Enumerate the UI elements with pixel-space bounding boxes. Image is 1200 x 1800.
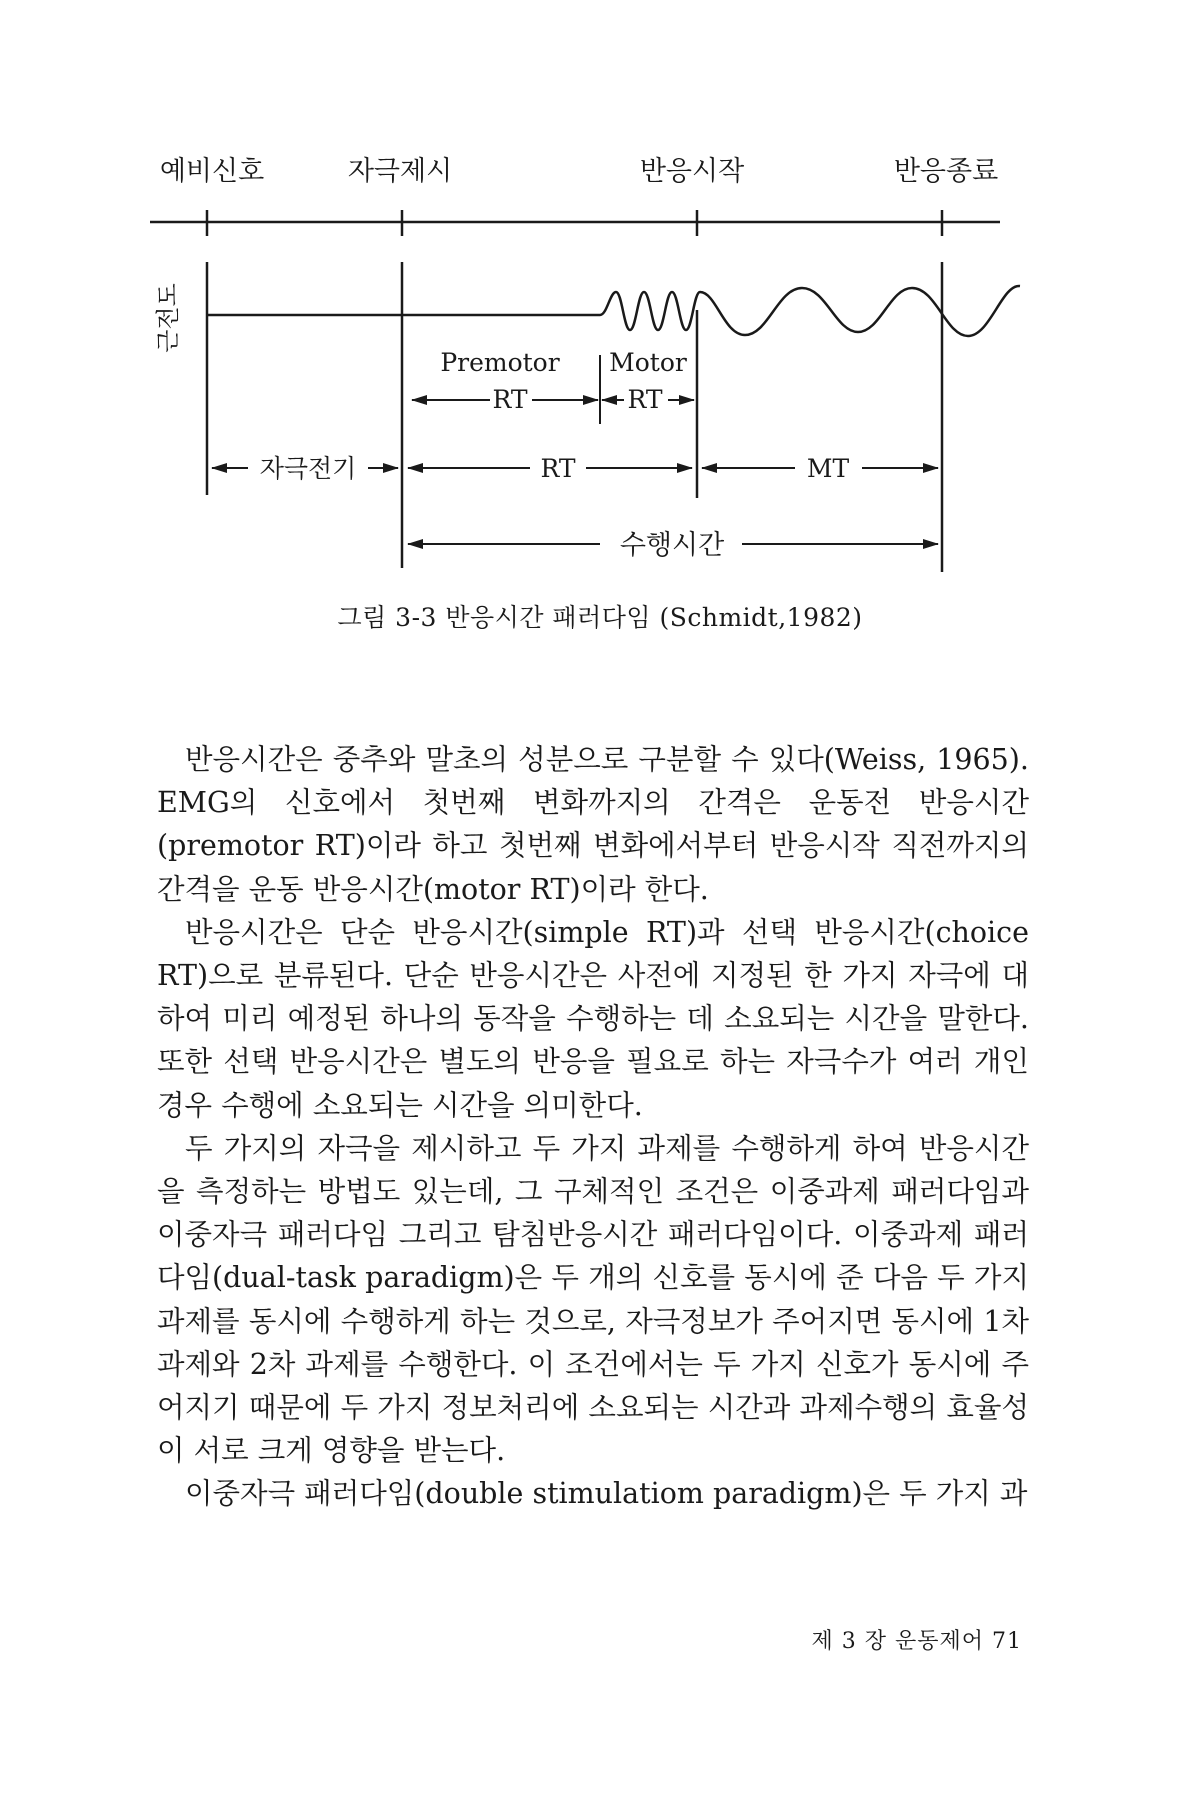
- paragraph: 반응시간은 단순 반응시간(simple RT)과 선택 반응시간(choice RT)으로 분류된다. 단순 반응시간은 사전에 지정된 한 가지 자극에 대하여 미리 예정된 하나의 동작을 수행하는 데 소요되는 시간을 말한다. 또한 선택 반응시간은 별도의 반응을 필요로 하는 자극수가 여러 개인 경우 수행에 소요되는 시간을 의미한다.: [157, 915, 1029, 1122]
- page-footer: 제 3 장 운동제어 71: [811, 1629, 1022, 1654]
- emg-trace: [207, 286, 1020, 336]
- label-premotor: Premotor: [440, 348, 560, 377]
- label-performance-time: 수행시간: [619, 530, 725, 561]
- label-mt: MT: [806, 454, 850, 483]
- label-response-end: 반응종료: [893, 156, 999, 187]
- label-motor-rt: RT: [627, 385, 663, 414]
- reaction-time-diagram: [0, 0, 1200, 640]
- label-motor: Motor: [609, 348, 687, 377]
- body-text: [157, 738, 1029, 1516]
- paragraph: 반응시간은 중추와 말초의 성분으로 구분할 수 있다(Weiss, 1965). EMG의 신호에서 첫번째 변화까지의 간격은 운동전 반응시간(premotor RT)이라 하고 첫번째 변화에서부터 반응시작 직전까지의 간격을 운동 반응시간(motor RT)이라 한다.: [157, 743, 1029, 906]
- label-premotor-rt: RT: [492, 385, 528, 414]
- emg-axis-label: 근전도: [154, 283, 182, 353]
- label-warning-signal: 예비신호: [159, 156, 265, 187]
- figure-caption: 그림 3-3 반응시간 패러다임 (Schmidt,1982): [337, 603, 863, 632]
- paragraph: 두 가지의 자극을 제시하고 두 가지 과제를 수행하게 하여 반응시간을 측정하는 방법도 있는데, 그 구체적인 조건은 이중과제 패러다임과 이중자극 패러다임 그리고 탐침반응시간 패러다임이다. 이중과제 패러다임(dual-task paradigm)은 두 개의 신호를 동시에 준 다음 두 가지 과제를 동시에 수행하게 하는 것으로, 자극정보가 주어지면 동시에 1차 과제와 2차 과제를 수행한다. 이 조건에서는 두 가지 신호가 동시에 주어지기 때문에 두 가지 정보처리에 소요되는 시간과 과제수행의 효율성이 서로 크게 영향을 받는다.: [157, 1131, 1029, 1468]
- label-rt: RT: [540, 454, 576, 483]
- paragraph: 이중자극 패러다임(double stimulatiom paradigm)은 두 가지 과: [185, 1477, 1028, 1511]
- label-response-start: 반응시작: [639, 156, 745, 187]
- label-foreperiod: 자극전기: [259, 454, 357, 483]
- label-stimulus-onset: 자극제시: [347, 156, 453, 187]
